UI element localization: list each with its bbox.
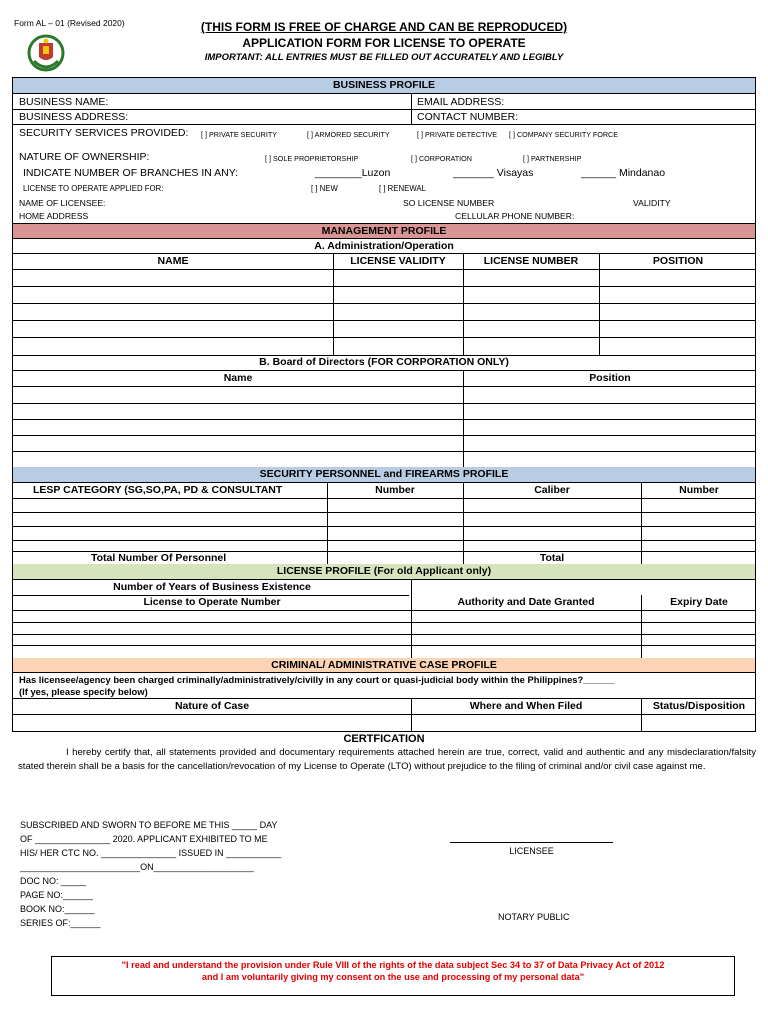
- certification-title: CERTFICATION: [343, 733, 425, 745]
- col-nature-of-case: Nature of Case: [174, 700, 250, 712]
- criminal-question: Has licensee/agency been charged criminally/administratively/civilly in any court or quasi-judicial body within the Philippines?______: [19, 674, 615, 685]
- years-existence-label: Number of Years of Business Existence: [113, 581, 311, 593]
- col-expiry-date: Expiry Date: [670, 596, 728, 608]
- board-table: [13, 371, 755, 468]
- page-no: PAGE NO:______: [20, 890, 93, 900]
- board-col-position: Position: [589, 372, 631, 384]
- branches-visayas: _______ Visayas: [453, 167, 534, 179]
- col-firearm-number: Number: [679, 484, 719, 496]
- email-label: EMAIL ADDRESS:: [417, 96, 505, 108]
- col-authority-date: Authority and Date Granted: [457, 596, 595, 608]
- personnel-header: SECURITY PERSONNEL and FIREARMS PROFILE: [13, 467, 755, 483]
- ownership-corporation[interactable]: [ ] CORPORATION: [411, 154, 472, 163]
- business-address-row: [13, 110, 755, 125]
- notary-public-label: NOTARY PUBLIC: [498, 912, 570, 922]
- licensee-signature-line: [450, 842, 613, 843]
- application-form: [12, 77, 756, 732]
- home-address-row: [13, 210, 755, 224]
- privacy-line-1: "I read and understand the provision under Rule VIII of the rights of the data subject Sec 34 to 37 of Data Privacy Act of 2012: [121, 960, 665, 970]
- home-address-label: HOME ADDRESS: [19, 211, 89, 221]
- col-where-when-filed: Where and When Filed: [469, 700, 583, 712]
- branches-luzon: ________Luzon: [315, 167, 391, 179]
- notary-line-2: OF _______________ 2020. APPLICANT EXHIBITED TO ME: [20, 834, 268, 844]
- branches-row: [13, 165, 755, 181]
- criminal-specify-note: (If yes, please specify below): [19, 686, 148, 697]
- col-lto-number: License to Operate Number: [143, 596, 281, 608]
- ownership-sole[interactable]: [ ] SOLE PROPRIETORSHIP: [265, 154, 359, 163]
- contact-label: CONTACT NUMBER:: [417, 111, 519, 123]
- form-title: APPLICATION FORM FOR LICENSE TO OPERATE: [242, 36, 526, 50]
- col-name: NAME: [157, 255, 189, 267]
- cellphone-label: CELLULAR PHONE NUMBER:: [455, 211, 575, 221]
- service-private-detective[interactable]: [ ] PRIVATE DETECTIVE: [417, 130, 498, 139]
- total-personnel-label: Total Number Of Personnel: [91, 552, 227, 564]
- business-name-label: BUSINESS NAME:: [19, 96, 109, 108]
- ownership-label: NATURE OF OWNERSHIP:: [19, 151, 150, 163]
- business-profile-header: BUSINESS PROFILE: [13, 78, 755, 94]
- col-lesp-category: LESP CATEGORY (SG,SO,PA, PD & CONSULTANT: [33, 484, 283, 496]
- form-number: Form AL – 01 (Revised 2020): [14, 18, 125, 28]
- board-col-name: Name: [223, 372, 253, 384]
- total-label: Total: [539, 552, 565, 564]
- series-of: SERIES OF:______: [20, 918, 101, 928]
- services-label: SECURITY SERVICES PROVIDED:: [19, 127, 189, 139]
- lto-renewal[interactable]: [ ] RENEWAL: [379, 184, 426, 193]
- ownership-partnership[interactable]: [ ] PARTNERSHIP: [523, 154, 582, 163]
- col-license-validity: LICENSE VALIDITY: [350, 255, 446, 267]
- col-caliber: Caliber: [534, 484, 570, 496]
- col-personnel-number: Number: [375, 484, 415, 496]
- management-profile-header: MANAGEMENT PROFILE: [13, 224, 755, 239]
- lto-label: LICENSE TO OPERATE APPLIED FOR:: [23, 184, 164, 193]
- privacy-consent-box: [51, 956, 735, 996]
- ownership-row: [13, 148, 755, 165]
- services-row: [13, 125, 755, 148]
- lto-new[interactable]: [ ] NEW: [311, 184, 338, 193]
- notary-line-4: ________________________ON____________________: [20, 862, 254, 872]
- privacy-line-2: and I am voluntarily giving my consent on the use and processing of my personal data": [201, 972, 585, 982]
- lto-row: [13, 181, 755, 196]
- management-table: [13, 254, 755, 356]
- business-name-row: [13, 94, 755, 110]
- administration-subheader: A. Administration/Operation: [13, 239, 755, 254]
- notary-line-1: SUBSCRIBED AND SWORN TO BEFORE ME THIS _____ DAY: [20, 820, 278, 830]
- validity-label: VALIDITY: [633, 198, 671, 208]
- certification-text: I hereby certify that, all statements provided and documentary requirements attached herein are true, correct, valid and authentic and any misdeclaration/falsity stated therein shall be a basis for the cancellation/revocation of my License to Operate (LTO) without prejudice to the filing of criminal and/or civil case against me.: [18, 747, 756, 772]
- licensee-name-label: NAME OF LICENSEE:: [19, 198, 106, 208]
- criminal-profile-header: CRIMINAL/ ADMINISTRATIVE CASE PROFILE: [13, 658, 755, 673]
- service-armored-security[interactable]: [ ] ARMORED SECURITY: [307, 130, 390, 139]
- branches-mindanao: ______ Mindanao: [581, 167, 666, 179]
- free-of-charge-note: (THIS FORM IS FREE OF CHARGE AND CAN BE REPRODUCED): [200, 20, 568, 34]
- notary-line-3: HIS/ HER CTC NO. _______________ ISSUED IN ___________: [20, 848, 282, 858]
- licensee-label: LICENSEE: [509, 846, 554, 856]
- license-table: [13, 580, 755, 659]
- personnel-table: [13, 483, 755, 565]
- important-note: IMPORTANT: ALL ENTRIES MUST BE FILLED OUT ACCURATELY AND LEGIBLY: [204, 52, 564, 63]
- license-profile-header: LICENSE PROFILE (For old Applicant only): [13, 564, 755, 580]
- criminal-question-row: [13, 673, 755, 699]
- service-private-security[interactable]: [ ] PRIVATE SECURITY: [201, 130, 278, 139]
- so-license-label: SO LICENSE NUMBER: [403, 198, 495, 208]
- col-license-number: LICENSE NUMBER: [483, 255, 579, 267]
- book-no: BOOK NO:______: [20, 904, 95, 914]
- doc-no: DOC NO: _____: [20, 876, 87, 886]
- service-company-security-force[interactable]: [ ] COMPANY SECURITY FORCE: [509, 130, 619, 139]
- notary-block: [20, 818, 281, 930]
- criminal-table: [13, 699, 755, 731]
- col-status-disposition: Status/Disposition: [652, 700, 746, 712]
- branches-label: INDICATE NUMBER OF BRANCHES IN ANY:: [23, 167, 239, 179]
- board-subheader: B. Board of Directors (FOR CORPORATION ONLY): [13, 355, 755, 371]
- col-position: POSITION: [652, 255, 704, 267]
- business-address-label: BUSINESS ADDRESS:: [19, 111, 129, 123]
- licensee-row: [13, 196, 755, 210]
